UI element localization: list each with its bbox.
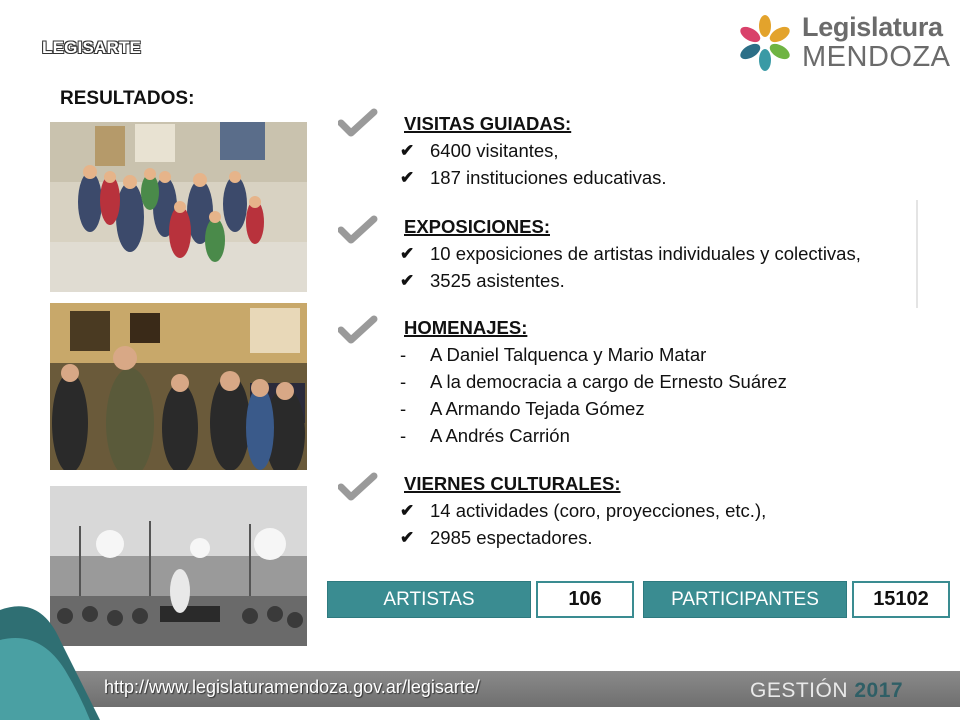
section-title: VISITAS GUIADAS: xyxy=(404,113,572,134)
page-title: LEGISARTE xyxy=(42,38,142,57)
section-cultural-fridays xyxy=(400,470,767,551)
list-item xyxy=(400,164,667,191)
logo-line2: MENDOZA xyxy=(802,41,951,73)
list-item xyxy=(400,341,787,368)
list-item xyxy=(400,422,787,449)
footer-gestion xyxy=(750,679,903,703)
section-guided-visits xyxy=(400,110,667,191)
logo-flower-icon xyxy=(734,12,796,74)
list-item-text: 10 exposiciones de artistas individuales y colectivas, xyxy=(430,243,861,264)
list-marker: ✔ xyxy=(400,528,415,547)
list-marker: ✔ xyxy=(400,244,415,263)
gestion-word: GESTIÓN xyxy=(750,679,849,702)
participants-value: 15102 xyxy=(852,581,950,618)
corner-decoration xyxy=(0,600,110,720)
list-item-text: A Daniel Talquenca y Mario Matar xyxy=(430,344,707,365)
list-marker: - xyxy=(400,398,407,419)
list-item xyxy=(400,524,766,551)
list-item-text: 3525 asistentes. xyxy=(430,270,565,291)
check-icon xyxy=(338,108,378,138)
list-marker: ✔ xyxy=(400,271,415,290)
list-item-text: 2985 espectadores. xyxy=(430,527,593,548)
section-title: EXPOSICIONES: xyxy=(404,216,550,237)
participants-label: PARTICIPANTES xyxy=(643,581,847,618)
list-marker: - xyxy=(400,371,407,392)
check-icon xyxy=(338,215,378,245)
list-marker: ✔ xyxy=(400,501,415,520)
footer-link[interactable]: http://www.legislaturamendoza.gov.ar/legisarte/ xyxy=(104,677,480,697)
list-item-text: A Andrés Carrión xyxy=(430,425,570,446)
list-marker: - xyxy=(400,344,407,365)
divider xyxy=(916,200,918,308)
list-item xyxy=(400,395,787,422)
list-item xyxy=(400,137,667,164)
list-marker: - xyxy=(400,425,407,446)
list-item xyxy=(400,497,767,524)
list-item xyxy=(400,368,787,395)
photo-exhibitions xyxy=(50,303,307,470)
section-title: HOMENAJES: xyxy=(404,317,528,338)
check-icon xyxy=(338,472,378,502)
results-heading: RESULTADOS: xyxy=(60,88,195,109)
list-item-text: A Armando Tejada Gómez xyxy=(430,398,645,419)
list-item-text: A la democracia a cargo de Ernesto Suárez xyxy=(430,371,787,392)
artists-label: ARTISTAS xyxy=(327,581,531,618)
list-item xyxy=(400,240,861,267)
list-marker: ✔ xyxy=(400,168,415,187)
list-item-text: 14 actividades (coro, proyecciones, etc.), xyxy=(430,500,767,521)
section-title: VIERNES CULTURALES: xyxy=(404,473,621,494)
gestion-year: 2017 xyxy=(854,679,904,702)
check-icon xyxy=(338,315,378,345)
logo-line1: Legislatura xyxy=(802,12,943,42)
photo-guided-visits xyxy=(50,122,307,292)
list-item-text: 187 instituciones educativas. xyxy=(430,167,667,188)
section-tributes xyxy=(400,314,787,449)
list-marker: ✔ xyxy=(400,141,415,160)
legislatura-logo xyxy=(734,10,951,76)
section-exhibitions xyxy=(400,213,861,294)
list-item-text: 6400 visitantes, xyxy=(430,140,559,161)
artists-value: 106 xyxy=(536,581,634,618)
list-item xyxy=(400,267,861,294)
